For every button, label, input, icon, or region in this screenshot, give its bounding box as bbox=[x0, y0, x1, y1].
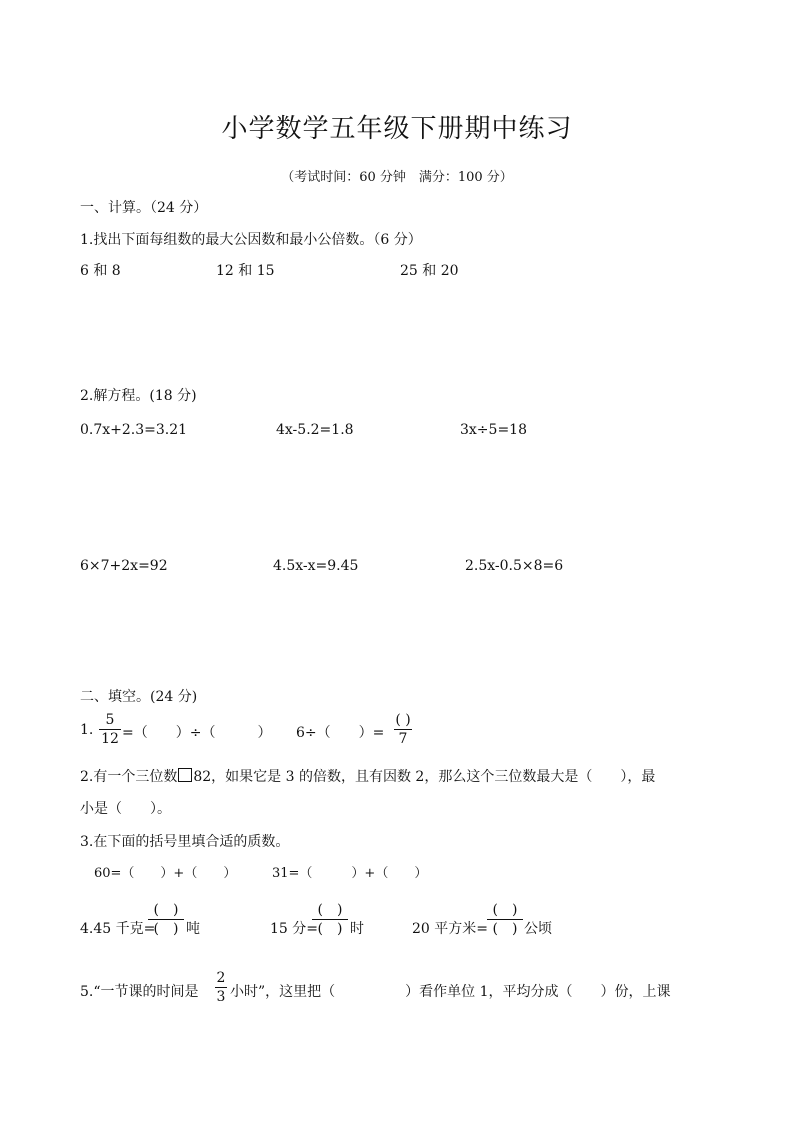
fraction-denominator: ( ) bbox=[492, 921, 518, 937]
fraction-bar bbox=[312, 919, 348, 920]
fraction-numerator: 2 bbox=[216, 970, 226, 986]
fill-q3-prompt: 3.在下面的括号里填合适的质数。 bbox=[80, 834, 290, 850]
fraction-denominator: ( ) bbox=[317, 921, 343, 937]
fraction bbox=[99, 712, 121, 747]
fraction bbox=[487, 902, 523, 937]
section1-heading: 一、计算。（24 分） bbox=[80, 200, 208, 216]
q1-item: 25 和 20 bbox=[400, 263, 459, 279]
fraction-numerator: 5 bbox=[105, 712, 115, 728]
conv-suffix: 时 bbox=[350, 921, 364, 937]
fill-q2-line2: 小是（ ）。 bbox=[80, 801, 171, 817]
fraction-numerator: ( ) bbox=[317, 902, 343, 918]
section2-heading: 二、填空。(24 分) bbox=[80, 689, 198, 705]
fill-q1-mid: 6÷（ ）= bbox=[296, 725, 385, 741]
conv-prefix: 15 分= bbox=[270, 921, 318, 937]
fraction-numerator: ( ) bbox=[492, 902, 518, 918]
fill-q3-item: 60=（ ）+（ ） bbox=[94, 866, 237, 881]
fraction-denominator: 7 bbox=[398, 731, 408, 747]
fill-q2-line1 bbox=[80, 766, 655, 786]
fraction-bar bbox=[148, 919, 184, 920]
fraction-bar bbox=[487, 919, 523, 920]
fill-q1-text: =（ ）÷（ ） bbox=[122, 725, 272, 741]
conv-prefix: 4.45 千克= bbox=[80, 921, 156, 937]
digit-box bbox=[178, 768, 192, 782]
fill-q2-after-box: 82，如果它是 3 的倍数，且有因数 2，那么这个三位数最大是（ ），最 bbox=[193, 769, 656, 785]
equation: 6×7+2x=92 bbox=[80, 558, 168, 574]
exam-info: （考试时间：60 分钟 满分：100 分） bbox=[281, 170, 513, 185]
page-title: 小学数学五年级下册期中练习 bbox=[221, 114, 573, 144]
conv-suffix: 公顷 bbox=[524, 921, 552, 937]
fraction bbox=[148, 902, 184, 937]
fill-q3-item: 31=（ ）+（ ） bbox=[272, 866, 428, 881]
conv-prefix: 20 平方米= bbox=[412, 921, 488, 937]
fill-q5-after: 小时”，这里把（ ）看作单位 1，平均分成（ ）份，上课 bbox=[230, 984, 671, 1000]
equation: 2.5x-0.5×8=6 bbox=[465, 558, 564, 574]
equation: 0.7x+2.3=3.21 bbox=[80, 422, 188, 438]
q1-item: 6 和 8 bbox=[80, 263, 121, 279]
q2-prompt: 2.解方程。(18 分) bbox=[80, 388, 197, 404]
q1-item: 12 和 15 bbox=[216, 263, 275, 279]
fraction-denominator: ( ) bbox=[153, 921, 179, 937]
fraction-bar bbox=[215, 987, 227, 988]
equation: 3x÷5=18 bbox=[460, 422, 527, 438]
fill-q1-label: 1. bbox=[80, 722, 94, 738]
fill-q2-before-box: 2.有一个三位数 bbox=[80, 769, 178, 785]
fraction-numerator: ( ) bbox=[153, 902, 179, 918]
q1-prompt: 1.找出下面每组数的最大公因数和最小公倍数。（6 分） bbox=[80, 232, 422, 248]
fill-q5-before: 5.“一节课的时间是 bbox=[80, 984, 199, 1000]
fraction-denominator: 12 bbox=[101, 731, 119, 747]
conv-suffix: 吨 bbox=[186, 921, 200, 937]
equation: 4.5x-x=9.45 bbox=[273, 558, 359, 574]
fraction-bar bbox=[394, 729, 412, 730]
fraction bbox=[393, 712, 413, 747]
fraction-bar bbox=[99, 729, 121, 730]
fraction bbox=[213, 970, 229, 1005]
equation: 4x-5.2=1.8 bbox=[276, 422, 354, 438]
fraction-denominator: 3 bbox=[216, 989, 226, 1005]
fraction-numerator: ( ) bbox=[395, 712, 411, 728]
fraction bbox=[312, 902, 348, 937]
